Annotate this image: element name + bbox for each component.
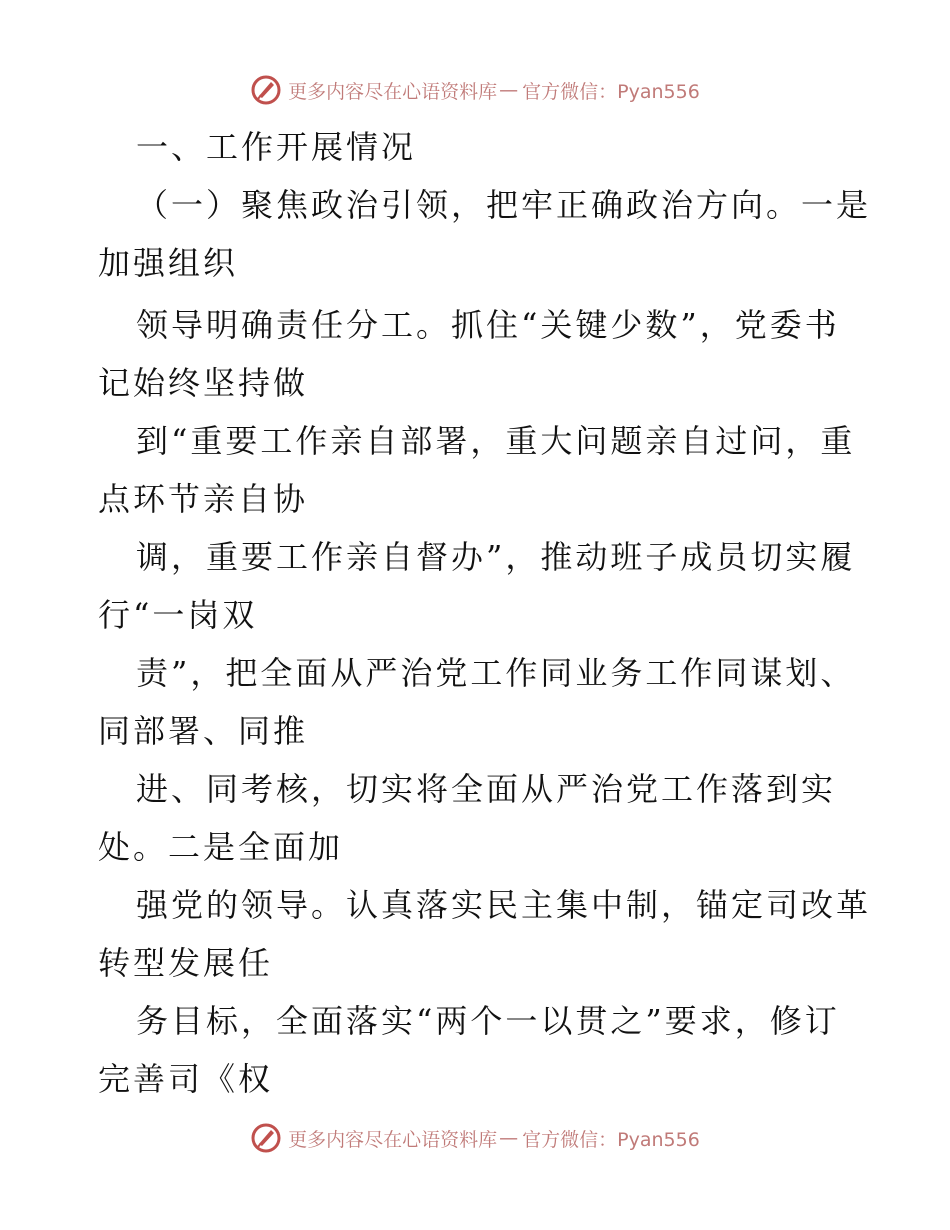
- watermark-text: 更多内容尽在心语资料库: [288, 80, 498, 103]
- watermark-separator: —: [499, 79, 519, 101]
- text-line: 行“一岗双: [98, 596, 258, 634]
- text-line: 转型发展任: [98, 944, 274, 982]
- text-line: 完善司《权: [98, 1060, 274, 1098]
- text-line: 调，重要工作亲自督办”，推动班子成员切实履: [136, 538, 856, 576]
- text-line: 领导明确责任分工。抓住“关键少数”，党委书: [136, 306, 840, 344]
- footer-watermark: [0, 1118, 950, 1158]
- watermark-separator: —: [499, 1127, 519, 1149]
- watermark-wechat: 官方微信：Pyan556: [522, 1128, 700, 1151]
- header-watermark: [0, 70, 950, 110]
- text-line: 到“重要工作亲自部署，重大问题亲自过问，重: [136, 422, 856, 460]
- text-line: 强党的领导。认真落实民主集中制，锚定司改革: [136, 886, 872, 924]
- quill-seal-icon: [250, 1122, 282, 1154]
- text-line: 点环节亲自协: [98, 480, 309, 518]
- text-line: 记始终坚持做: [98, 364, 309, 402]
- text-line: 处。二是全面加: [98, 828, 344, 866]
- text-line: 加强组织: [98, 244, 239, 282]
- text-line: 同部署、同推: [98, 712, 309, 750]
- text-line: 责”，把全面从严治党工作同业务工作同谋划、: [136, 654, 856, 692]
- text-line: 进、同考核，切实将全面从严治党工作落到实: [136, 770, 837, 808]
- text-line-section-heading: 一、工作开展情况: [136, 128, 417, 166]
- watermark-text: 更多内容尽在心语资料库: [288, 1128, 498, 1151]
- text-line: （一）聚焦政治引领，把牢正确政治方向。一是: [136, 186, 872, 224]
- text-line: 务目标，全面落实“两个一以贯之”要求，修订: [136, 1002, 840, 1040]
- quill-seal-icon: [250, 74, 282, 106]
- watermark-wechat: 官方微信：Pyan556: [522, 80, 700, 103]
